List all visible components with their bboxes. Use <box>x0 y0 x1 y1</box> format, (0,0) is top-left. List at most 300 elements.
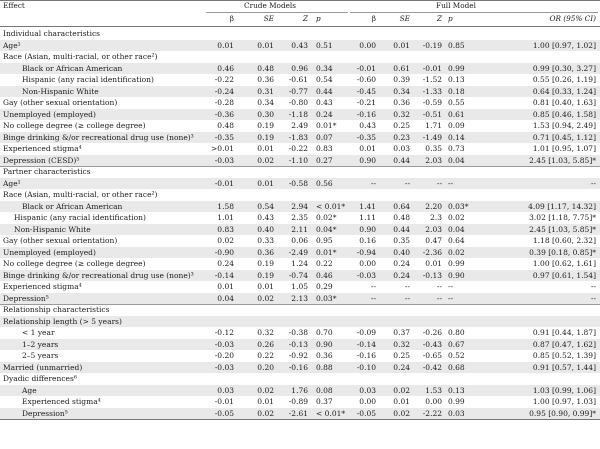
table-row <box>0 327 600 339</box>
cell-value: 2.45 [1.03, 5.85]* <box>529 155 596 165</box>
cell-value: 0.55 <box>448 98 465 107</box>
cell-value: 0.51 <box>316 40 333 50</box>
cell-value: 0.04* <box>316 224 337 234</box>
cell-value: 1.58 <box>217 201 234 211</box>
cell-value: 0.01 <box>393 397 410 406</box>
cell-value: 0.99 [0.30, 3.27] <box>532 63 596 73</box>
cell-value: 0.01 <box>217 40 234 50</box>
cell-value: -0.03 <box>214 339 234 349</box>
table-row <box>0 235 600 247</box>
cell-value: 0.68 <box>448 362 465 372</box>
cell-value: -0.26 <box>422 328 442 337</box>
cell-value: 0.83 <box>217 224 234 234</box>
cell-value: 1.71 <box>425 121 442 130</box>
cell-value: -0.65 <box>422 351 442 360</box>
cell-value: 1.05 <box>291 282 308 291</box>
cell-value: -0.77 <box>288 86 308 96</box>
row-label: Age¹ <box>3 40 21 50</box>
row-label: Race (Asian, multi-racial, or other race²) <box>3 190 158 199</box>
cell-value: 2.49 <box>291 121 308 130</box>
cell-value: 0.61 <box>448 109 465 119</box>
cell-value: -0.14 <box>214 270 234 280</box>
cell-value: 0.01 <box>257 40 274 50</box>
cell-value: -- <box>436 293 442 303</box>
cell-value: 0.55 [0.26, 1.19] <box>532 75 596 84</box>
cell-value: -2.22 <box>422 408 442 418</box>
cell-value: -0.05 <box>356 408 376 418</box>
column-header: p <box>448 14 453 23</box>
table-row <box>0 373 600 385</box>
cell-value: -0.03 <box>356 270 376 280</box>
cell-value: -- <box>404 178 410 188</box>
row-label: < 1 year <box>22 328 55 337</box>
cell-value: 0.31 <box>257 86 274 96</box>
cell-value: -0.45 <box>356 86 376 96</box>
cell-value: 2.45 [1.03, 5.85]* <box>529 224 596 234</box>
cell-value: -0.38 <box>288 328 308 337</box>
cell-value: 0.32 <box>257 328 274 337</box>
cell-value: 0.39 [0.18, 0.85]* <box>529 247 596 257</box>
cell-value: -- <box>370 293 376 303</box>
cell-value: 1.01 [0.95, 1.07] <box>532 144 596 153</box>
cell-value: -0.12 <box>214 328 234 337</box>
section-row <box>0 166 600 178</box>
cell-value: 0.27 <box>316 155 333 165</box>
crude-models-header: Crude Models <box>244 1 297 10</box>
cell-value: -- <box>448 178 454 188</box>
cell-value: 0.02 <box>448 247 465 257</box>
table-row <box>0 74 600 86</box>
cell-value: -0.36 <box>214 109 234 119</box>
table-row <box>0 178 600 190</box>
cell-value: 0.99 <box>448 397 465 406</box>
column-header: β <box>371 14 376 23</box>
cell-value: 0.71 [0.45, 1.12] <box>532 132 596 142</box>
cell-value: -0.22 <box>288 144 308 153</box>
cell-value: 0.24 <box>316 109 333 119</box>
cell-value: 0.03 <box>393 144 410 153</box>
table-row <box>0 143 600 155</box>
cell-value: 0.97 [0.61, 1.54] <box>532 270 596 280</box>
row-label: Partner characteristics <box>3 167 91 176</box>
table-row <box>0 63 600 75</box>
cell-value: -0.51 <box>422 109 442 119</box>
table-row <box>0 270 600 282</box>
full-underline <box>350 12 598 13</box>
cell-value: 2.94 <box>291 201 308 211</box>
cell-value: 2.03 <box>425 224 442 234</box>
cell-value: 0.20 <box>257 362 274 372</box>
cell-value: -- <box>590 282 596 291</box>
cell-value: 0.90 <box>448 270 465 280</box>
cell-value: 0.23 <box>393 132 410 142</box>
cell-value: -0.01 <box>214 178 234 188</box>
cell-value: 0.64 [0.33, 1.24] <box>532 86 596 96</box>
table-row <box>0 51 600 63</box>
cell-value: -0.35 <box>214 132 234 142</box>
cell-value: 0.29 <box>316 282 333 291</box>
header-row-1 <box>0 1 600 12</box>
cell-value: 0.83 <box>316 144 333 153</box>
row-label: Hispanic (any racial identification) <box>22 75 154 84</box>
row-label: 2–5 years <box>22 351 59 360</box>
cell-value: -1.10 <box>288 155 308 165</box>
cell-value: >0.01 <box>211 144 234 153</box>
table-row <box>0 109 600 121</box>
cell-value: -- <box>404 282 410 291</box>
cell-value: 0.56 <box>316 178 333 188</box>
table-row <box>0 97 600 109</box>
cell-value: -0.03 <box>214 362 234 372</box>
cell-value: 0.85 [0.46, 1.58] <box>532 109 596 119</box>
cell-value: 1.00 [0.62, 1.61] <box>532 259 596 268</box>
table-row <box>0 408 600 420</box>
cell-value: 0.24 <box>393 270 410 280</box>
cell-value: -0.13 <box>288 339 308 349</box>
header-row-2 <box>0 14 600 25</box>
row-label: Experienced stigma⁴ <box>3 282 82 291</box>
cell-value: 0.36 <box>316 351 333 360</box>
cell-value: -0.22 <box>214 75 234 84</box>
cell-value: 0.34 <box>393 86 410 96</box>
cell-value: 0.02* <box>316 213 337 222</box>
cell-value: 1.00 [0.97, 1.03] <box>532 397 596 406</box>
cell-value: -0.59 <box>422 98 442 107</box>
cell-value: 0.04 <box>448 224 465 234</box>
cell-value: -0.60 <box>356 75 376 84</box>
cell-value: 0.02 <box>217 236 234 245</box>
cell-value: 0.01* <box>316 247 337 257</box>
cell-value: -0.92 <box>288 351 308 360</box>
row-label: No college degree (≥ college degree) <box>3 259 146 268</box>
cell-value: 0.36 <box>393 98 410 107</box>
cell-value: 0.19 <box>257 259 274 268</box>
cell-value: -0.20 <box>214 351 234 360</box>
cell-value: 1.76 <box>291 385 308 395</box>
cell-value: -0.03 <box>214 155 234 165</box>
cell-value: 1.53 [0.94, 2.49] <box>532 121 596 130</box>
table-row <box>0 362 600 374</box>
cell-value: -0.89 <box>288 397 308 406</box>
cell-value: 0.34 <box>316 63 333 73</box>
row-label: Black or African American <box>22 201 123 211</box>
cell-value: 0.02 <box>448 213 465 222</box>
cell-value: -0.16 <box>356 351 376 360</box>
cell-value: -- <box>436 178 442 188</box>
cell-value: 0.03* <box>316 293 337 303</box>
row-label: Non-Hispanic White <box>14 224 91 234</box>
cell-value: 0.30 <box>257 109 274 119</box>
column-header: β <box>229 14 234 23</box>
cell-value: 0.32 <box>393 339 410 349</box>
cell-value: -0.13 <box>422 270 442 280</box>
cell-value: 0.43 <box>291 40 308 50</box>
cell-value: 0.03 <box>217 385 234 395</box>
column-header: p <box>316 14 321 23</box>
cell-value: -0.01 <box>356 63 376 73</box>
table-row <box>0 40 600 52</box>
cell-value: -0.16 <box>356 109 376 119</box>
cell-value: -0.05 <box>214 408 234 418</box>
row-label: 1–2 years <box>22 339 59 349</box>
cell-value: 0.33 <box>257 236 274 245</box>
cell-value: 0.37 <box>393 328 410 337</box>
cell-value: 0.43 <box>257 213 274 222</box>
cell-value: 0.43 <box>316 98 333 107</box>
cell-value: 0.03 <box>359 385 376 395</box>
cell-value: 0.47 <box>425 236 442 245</box>
cell-value: 0.40 <box>257 224 274 234</box>
cell-value: 0.25 <box>393 121 410 130</box>
cell-value: 2.03 <box>425 155 442 165</box>
cell-value: 1.11 <box>359 213 376 222</box>
cell-value: 0.44 <box>316 86 333 96</box>
cell-value: -1.83 <box>288 132 308 142</box>
row-label: Unemployed (employed) <box>3 247 96 257</box>
row-label: Married (unmarried) <box>3 362 83 372</box>
cell-value: 0.64 <box>448 236 465 245</box>
cell-value: 0.19 <box>257 270 274 280</box>
effect-header: Effect <box>3 1 25 10</box>
cell-value: 0.18 <box>448 86 465 96</box>
cell-value: 0.00 <box>359 40 376 50</box>
row-label: Gay (other sexual orientation) <box>3 236 118 245</box>
cell-value: -2.61 <box>288 408 308 418</box>
column-header: OR (95% CI) <box>549 14 596 23</box>
cell-value: 4.09 [1.17, 14.32] <box>528 201 596 211</box>
row-label: Non-Hispanic White <box>22 86 99 96</box>
cell-value: 0.39 <box>393 75 410 84</box>
row-label: Dyadic differences⁶ <box>3 374 77 383</box>
cell-value: 0.00 <box>359 259 376 268</box>
cell-value: 0.24 <box>393 259 410 268</box>
cell-value: 0.08 <box>316 385 333 395</box>
header-rule <box>0 26 600 27</box>
row-label: Relationship length (> 5 years) <box>3 316 122 326</box>
column-header: SE <box>399 14 410 23</box>
cell-value: 0.26 <box>257 339 274 349</box>
cell-value: -0.94 <box>356 247 376 257</box>
section-row <box>0 28 600 40</box>
cell-value: 0.96 <box>291 63 308 73</box>
cell-value: 0.90 <box>359 155 376 165</box>
cell-value: 0.91 [0.44, 1.87] <box>532 328 596 337</box>
cell-value: 0.44 <box>393 155 410 165</box>
cell-value: -- <box>370 178 376 188</box>
table-row <box>0 258 600 270</box>
table-row <box>0 201 600 213</box>
table-row <box>0 385 600 397</box>
cell-value: 0.02 <box>393 385 410 395</box>
cell-value: 0.22 <box>316 259 333 268</box>
cell-value: 0.54 <box>257 201 274 211</box>
cell-value: 0.01 <box>257 178 274 188</box>
cell-value: 0.13 <box>448 75 465 84</box>
column-header: Z <box>302 14 308 23</box>
cell-value: 1.53 <box>425 385 442 395</box>
cell-value: 1.24 <box>291 259 308 268</box>
cell-value: 0.22 <box>257 351 274 360</box>
cell-value: 0.01 <box>257 282 274 291</box>
cell-value: < 0.01* <box>316 201 346 211</box>
cell-value: -0.16 <box>288 362 308 372</box>
cell-value: 0.99 <box>448 259 465 268</box>
cell-value: 0.01 <box>257 144 274 153</box>
table-row <box>0 339 600 351</box>
cell-value: -0.90 <box>214 247 234 257</box>
cell-value: -0.74 <box>288 270 308 280</box>
cell-value: -- <box>404 293 410 303</box>
cell-value: -0.01 <box>214 397 234 406</box>
cell-value: 0.85 [0.52, 1.39] <box>532 351 596 360</box>
cell-value: 0.01 <box>425 259 442 268</box>
row-label: No college degree (≥ college degree) <box>3 121 146 130</box>
cell-value: 0.48 <box>217 121 234 130</box>
cell-value: 0.04 <box>448 155 465 165</box>
cell-value: 2.35 <box>291 213 308 222</box>
cell-value: 0.95 <box>316 236 333 245</box>
cell-value: 0.85 <box>448 40 465 50</box>
row-label: Depression (CESD)⁵ <box>3 155 80 165</box>
cell-value: -- <box>436 282 442 291</box>
table-row <box>0 120 600 132</box>
cell-value: -- <box>590 293 596 303</box>
cell-value: -0.10 <box>356 362 376 372</box>
cell-value: 0.19 <box>257 121 274 130</box>
cell-value: -- <box>448 282 454 291</box>
cell-value: 0.13 <box>448 385 465 395</box>
column-header: Z <box>436 14 442 23</box>
cell-value: 0.01 <box>217 282 234 291</box>
cell-value: -0.01 <box>422 63 442 73</box>
cell-value: 0.02 <box>257 293 274 303</box>
cell-value: 0.14 <box>448 132 465 142</box>
cell-value: 0.34 <box>257 98 274 107</box>
row-label: Individual characteristics <box>3 29 101 38</box>
cell-value: -0.24 <box>214 86 234 96</box>
cell-value: 1.01 <box>217 213 234 222</box>
table-row <box>0 247 600 259</box>
cell-value: 0.02 <box>257 155 274 165</box>
row-label: Unemployed (employed) <box>3 109 96 119</box>
cell-value: 0.02 <box>257 385 274 395</box>
cell-value: -0.09 <box>356 328 376 337</box>
cell-value: 0.90 <box>316 339 333 349</box>
cell-value: 0.95 [0.90, 0.99]* <box>529 408 596 418</box>
cell-value: 0.99 <box>448 63 465 73</box>
cell-value: 0.01 <box>359 144 376 153</box>
cell-value: -0.19 <box>422 40 442 50</box>
cell-value: 1.03 [0.99, 1.06] <box>532 385 596 395</box>
cell-value: 0.64 <box>393 201 410 211</box>
cell-value: -1.18 <box>288 109 308 119</box>
cell-value: 0.43 <box>359 121 376 130</box>
cell-value: 0.54 <box>316 75 333 84</box>
row-label: Gay (other sexual orientation) <box>3 98 118 107</box>
cell-value: 0.61 <box>393 63 410 73</box>
cell-value: 0.40 <box>393 247 410 257</box>
table-row <box>0 212 600 224</box>
cell-value: 0.06 <box>291 236 308 245</box>
cell-value: 1.18 [0.60, 2.32] <box>532 236 596 245</box>
cell-value: -0.21 <box>356 98 376 107</box>
cell-value: 0.24 <box>217 259 234 268</box>
crude-underline <box>206 12 348 13</box>
cell-value: 1.00 [0.97, 1.02] <box>532 40 596 50</box>
cell-value: -0.28 <box>214 98 234 107</box>
cell-value: 0.32 <box>393 109 410 119</box>
cell-value: 0.90 <box>359 224 376 234</box>
cell-value: 0.87 [0.47, 1.62] <box>532 339 596 349</box>
row-label: Age <box>22 385 37 395</box>
cell-value: 0.44 <box>393 224 410 234</box>
cell-value: 0.25 <box>393 351 410 360</box>
table-row <box>0 155 600 167</box>
row-label: Experienced stigma⁴ <box>3 144 82 153</box>
cell-value: 0.80 <box>448 328 465 337</box>
table-row <box>0 86 600 98</box>
cell-value: 0.02 <box>393 408 410 418</box>
cell-value: 0.01 <box>393 40 410 50</box>
cell-value: 0.19 <box>257 132 274 142</box>
row-label: Race (Asian, multi-racial, or other race²) <box>3 52 158 61</box>
cell-value: 0.00 <box>359 397 376 406</box>
table-row <box>0 224 600 236</box>
cell-value: 0.88 <box>316 362 333 372</box>
cell-value: -0.14 <box>356 339 376 349</box>
cell-value: 0.48 <box>257 63 274 73</box>
full-model-header: Full Model <box>436 1 476 10</box>
table-row <box>0 316 600 328</box>
table-row <box>0 189 600 201</box>
cell-value: 0.46 <box>217 63 234 73</box>
cell-value: 0.73 <box>448 144 465 153</box>
cell-value: -2.36 <box>422 247 442 257</box>
cell-value: -0.58 <box>288 178 308 188</box>
cell-value: 0.35 <box>425 144 442 153</box>
cell-value: 2.20 <box>425 201 442 211</box>
cell-value: -1.33 <box>422 86 442 96</box>
cell-value: 0.02 <box>257 408 274 418</box>
cell-value: 0.67 <box>448 339 465 349</box>
cell-value: 0.16 <box>359 236 376 245</box>
cell-value: 1.41 <box>359 201 376 211</box>
cell-value: 0.03 <box>448 408 465 418</box>
cell-value: 0.01* <box>316 121 337 130</box>
cell-value: 0.91 [0.57, 1.44] <box>532 362 596 372</box>
row-label: Depression⁵ <box>3 293 49 303</box>
column-header: SE <box>263 14 274 23</box>
row-label: Hispanic (any racial identification) <box>14 213 146 222</box>
cell-value: 0.70 <box>316 328 333 337</box>
cell-value: -1.52 <box>422 75 442 84</box>
cell-value: 0.24 <box>393 362 410 372</box>
row-label: Relationship characteristics <box>3 305 110 314</box>
cell-value: 0.52 <box>448 351 465 360</box>
cell-value: -0.35 <box>356 132 376 142</box>
cell-value: -0.61 <box>288 75 308 84</box>
row-label: Experienced stigma⁴ <box>22 397 101 406</box>
cell-value: -- <box>448 293 454 303</box>
cell-value: 0.00 <box>425 397 442 406</box>
table-row <box>0 132 600 144</box>
cell-value: 2.11 <box>291 224 308 234</box>
row-label: Depression⁵ <box>22 408 68 418</box>
cell-value: 0.01 <box>257 397 274 406</box>
cell-value: 0.36 <box>257 75 274 84</box>
cell-value: 0.35 <box>393 236 410 245</box>
cell-value: -- <box>590 178 596 188</box>
